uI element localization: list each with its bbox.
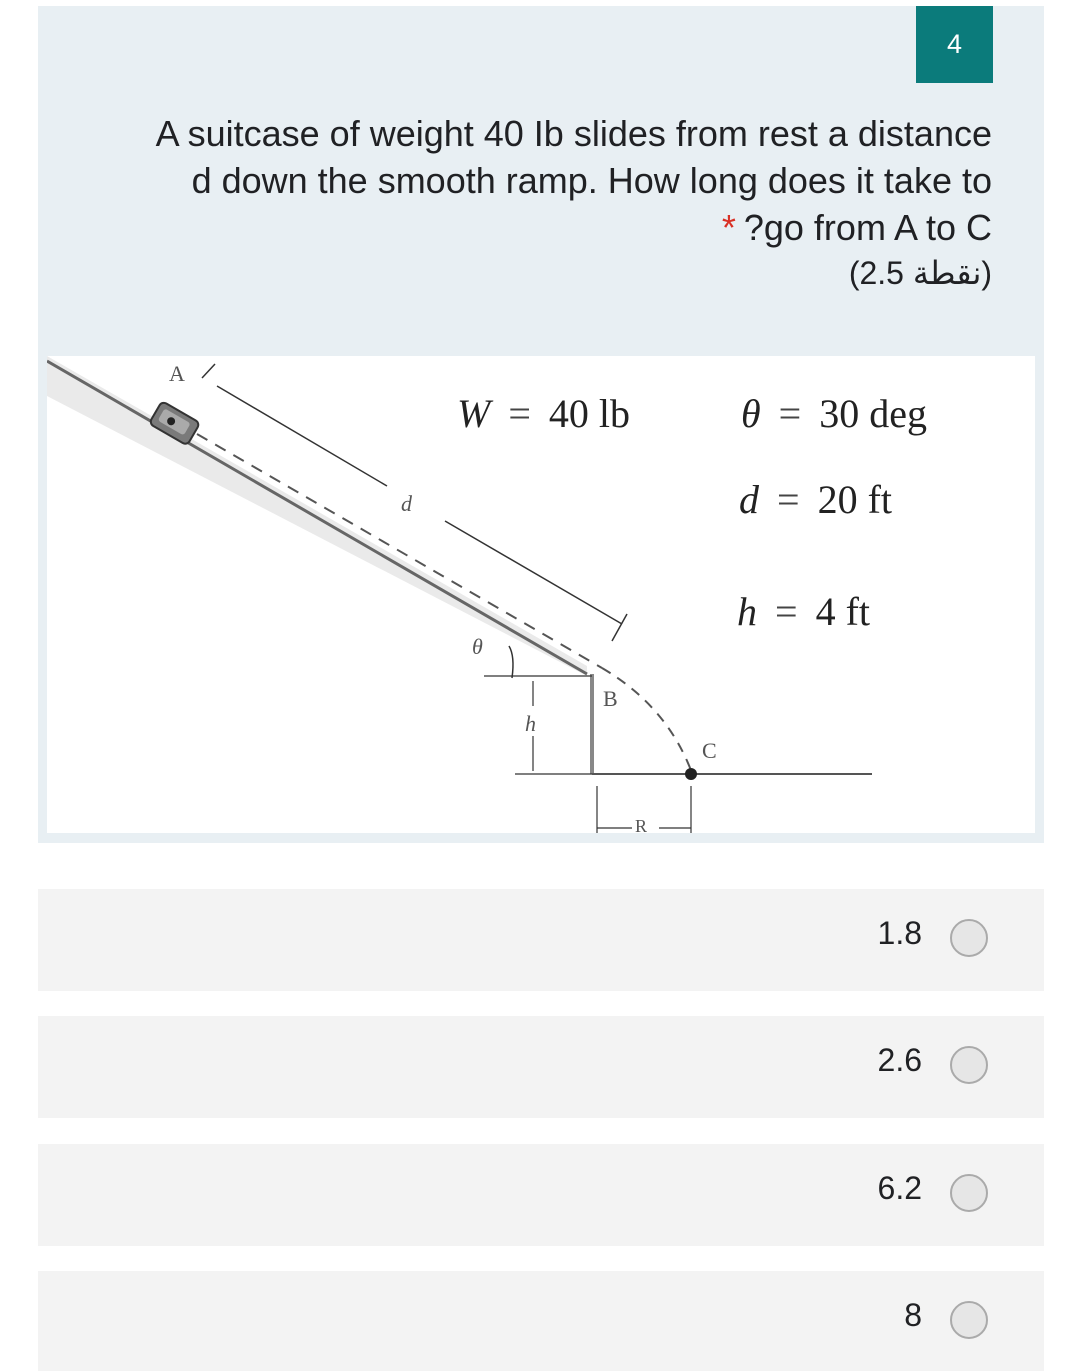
given-height-var: h xyxy=(737,589,757,634)
option-row[interactable] xyxy=(38,1016,1044,1118)
question-line-2: d down the smooth ramp. How long does it take to xyxy=(191,160,992,201)
given-weight: W = 40 lb xyxy=(457,391,631,436)
given-distance: d = 20 ft xyxy=(739,477,892,522)
question-text xyxy=(92,110,992,251)
question-points: (2.5 نقطة) xyxy=(848,255,992,291)
option-radio[interactable] xyxy=(950,1174,988,1212)
label-a: A xyxy=(169,361,185,386)
option-radio[interactable] xyxy=(950,1301,988,1339)
label-b: B xyxy=(603,686,618,711)
option-label: 1.8 xyxy=(877,915,922,951)
label-h: h xyxy=(525,711,536,736)
given-height-value: 4 ft xyxy=(815,589,870,634)
label-theta: θ xyxy=(472,634,483,659)
question-line-1: A suitcase of weight 40 Ib slides from rest a distance xyxy=(155,113,992,154)
option-label: 6.2 xyxy=(877,1170,922,1206)
given-weight-value: 40 lb xyxy=(548,391,631,436)
ramp-diagram xyxy=(47,356,1035,836)
label-c: C xyxy=(702,738,717,763)
point-c xyxy=(685,768,697,780)
given-angle-value: 30 deg xyxy=(819,391,927,436)
ramp-path xyxy=(197,434,602,668)
trajectory-path xyxy=(602,668,692,773)
given-distance-var: d xyxy=(739,477,759,522)
option-row[interactable] xyxy=(38,889,1044,991)
question-card xyxy=(38,6,1044,843)
option-row[interactable] xyxy=(38,1144,1044,1246)
option-radio[interactable] xyxy=(950,919,988,957)
label-d: d xyxy=(401,491,412,516)
given-weight-var: W xyxy=(457,391,491,436)
option-label: 8 xyxy=(904,1297,922,1333)
question-number-badge: 4 xyxy=(916,6,993,83)
option-label: 2.6 xyxy=(877,1042,922,1078)
given-height: h = 4 ft xyxy=(737,589,870,634)
question-line-3-text: ?go from A to C xyxy=(743,207,992,248)
given-angle: θ = 30 deg xyxy=(741,391,927,436)
given-distance-value: 20 ft xyxy=(817,477,892,522)
question-line-3 xyxy=(92,204,992,251)
given-angle-var: θ xyxy=(741,391,761,436)
theta-arc xyxy=(509,646,513,678)
option-radio[interactable] xyxy=(950,1046,988,1084)
label-r: R xyxy=(635,816,648,836)
required-marker: * xyxy=(721,207,736,248)
option-row[interactable] xyxy=(38,1271,1044,1371)
